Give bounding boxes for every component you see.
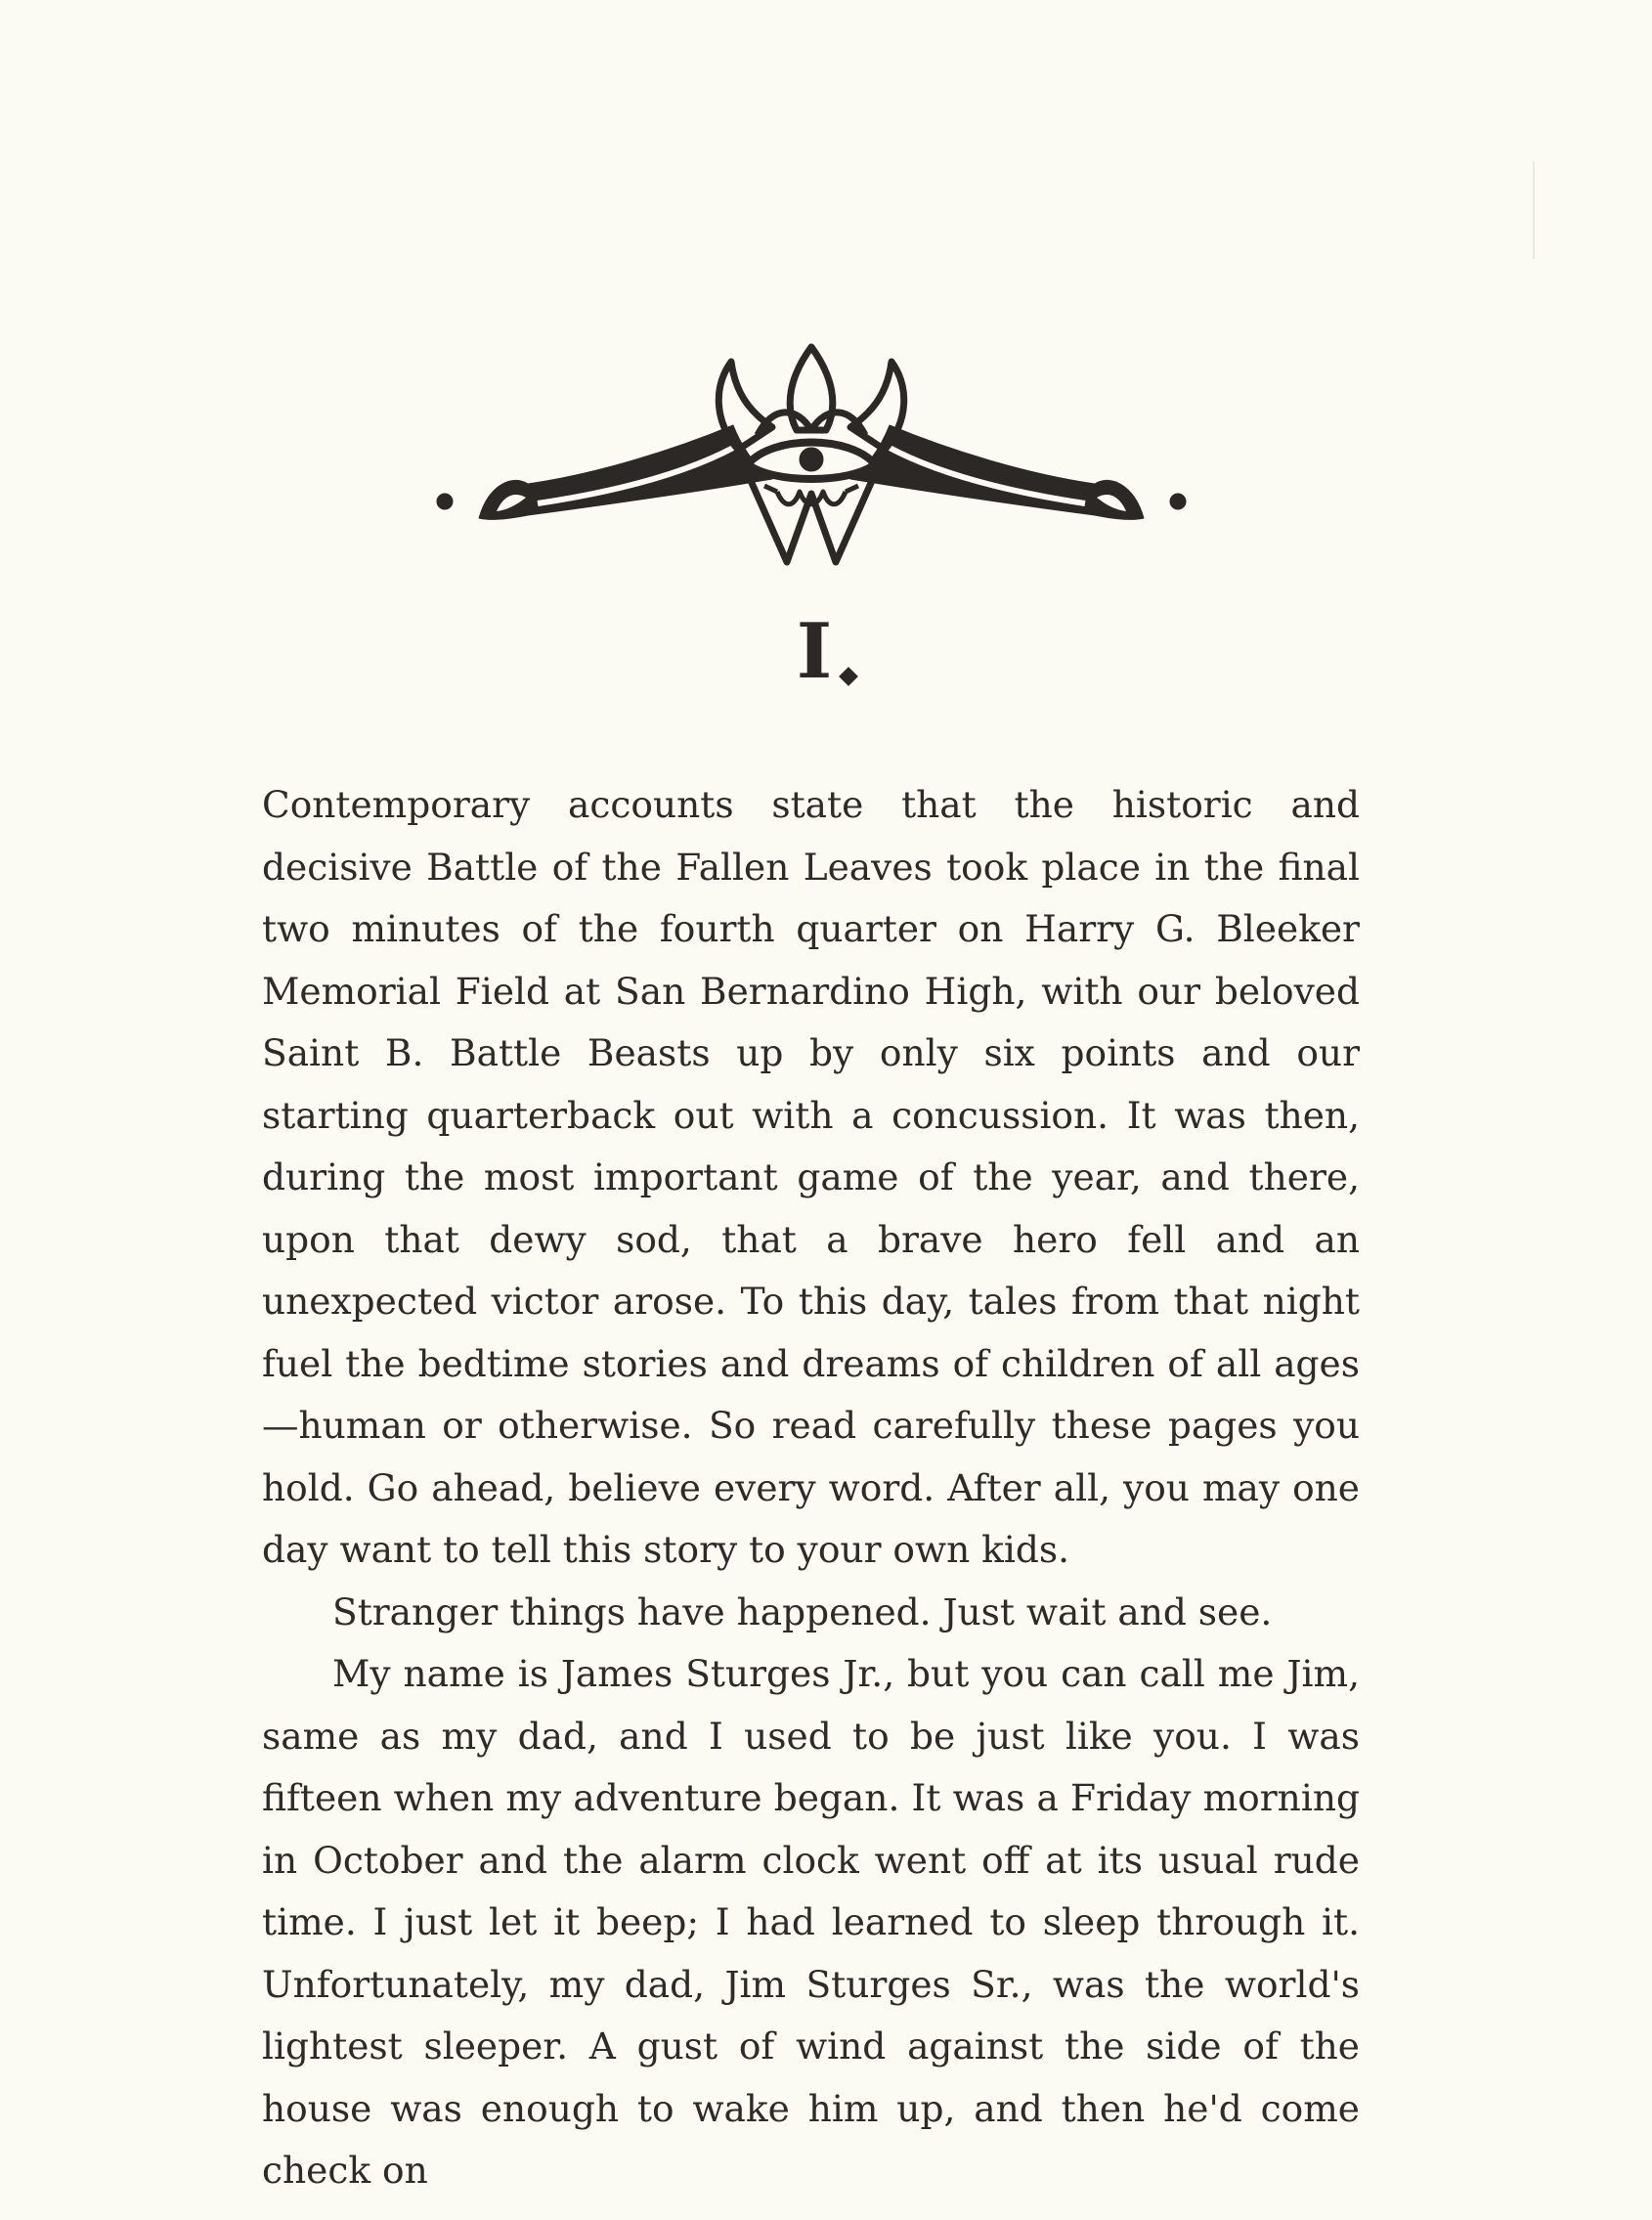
chapter-number — [0, 607, 1652, 696]
page-edge-mark — [1533, 161, 1535, 259]
winged-eye-crown-ornament-icon — [420, 337, 1202, 591]
chapter-numeral: I — [796, 607, 835, 696]
chapter-body — [262, 774, 1360, 2202]
paragraph: My name is James Sturges Jr., but you can call me Jim, same as my dad, and I used to be just like you. I was fifteen when my adventure began. It was a Friday morning in October and the alarm clock went off at its usual rude time. I just let it beep; I had learned to sleep through it. Unfortunately, my dad, Jim Sturges Sr., was the world's lightest sleeper. A gust of wind against the side of the house was enough to wake him up, and then he'd come check on — [262, 1652, 1360, 2192]
paragraph: Contemporary accounts state that the historic and decisive Battle of the Fallen Leaves took place in the final two minutes of the fourth quarter on Harry G. Bleeker Memorial Field at San Bernardino High, with our beloved Saint B. Battle Beasts up by only six points and our starting quarterback out with a concussion. It was then, during the most important game of the year, and there, upon that dewy sod, that a brave hero fell and an unexpected victor arose. To this day, tales from that night fuel the bedtime stories and dreams of children of all ages—human or otherwise. So read carefully these pages you hold. Go ahead, believe every word. After all, you may one day want to tell this story to your own kids. — [262, 783, 1360, 1571]
diamond-bullet-icon — [839, 667, 858, 686]
paragraph: Stranger things have happened. Just wait and see. — [332, 1589, 1273, 1633]
